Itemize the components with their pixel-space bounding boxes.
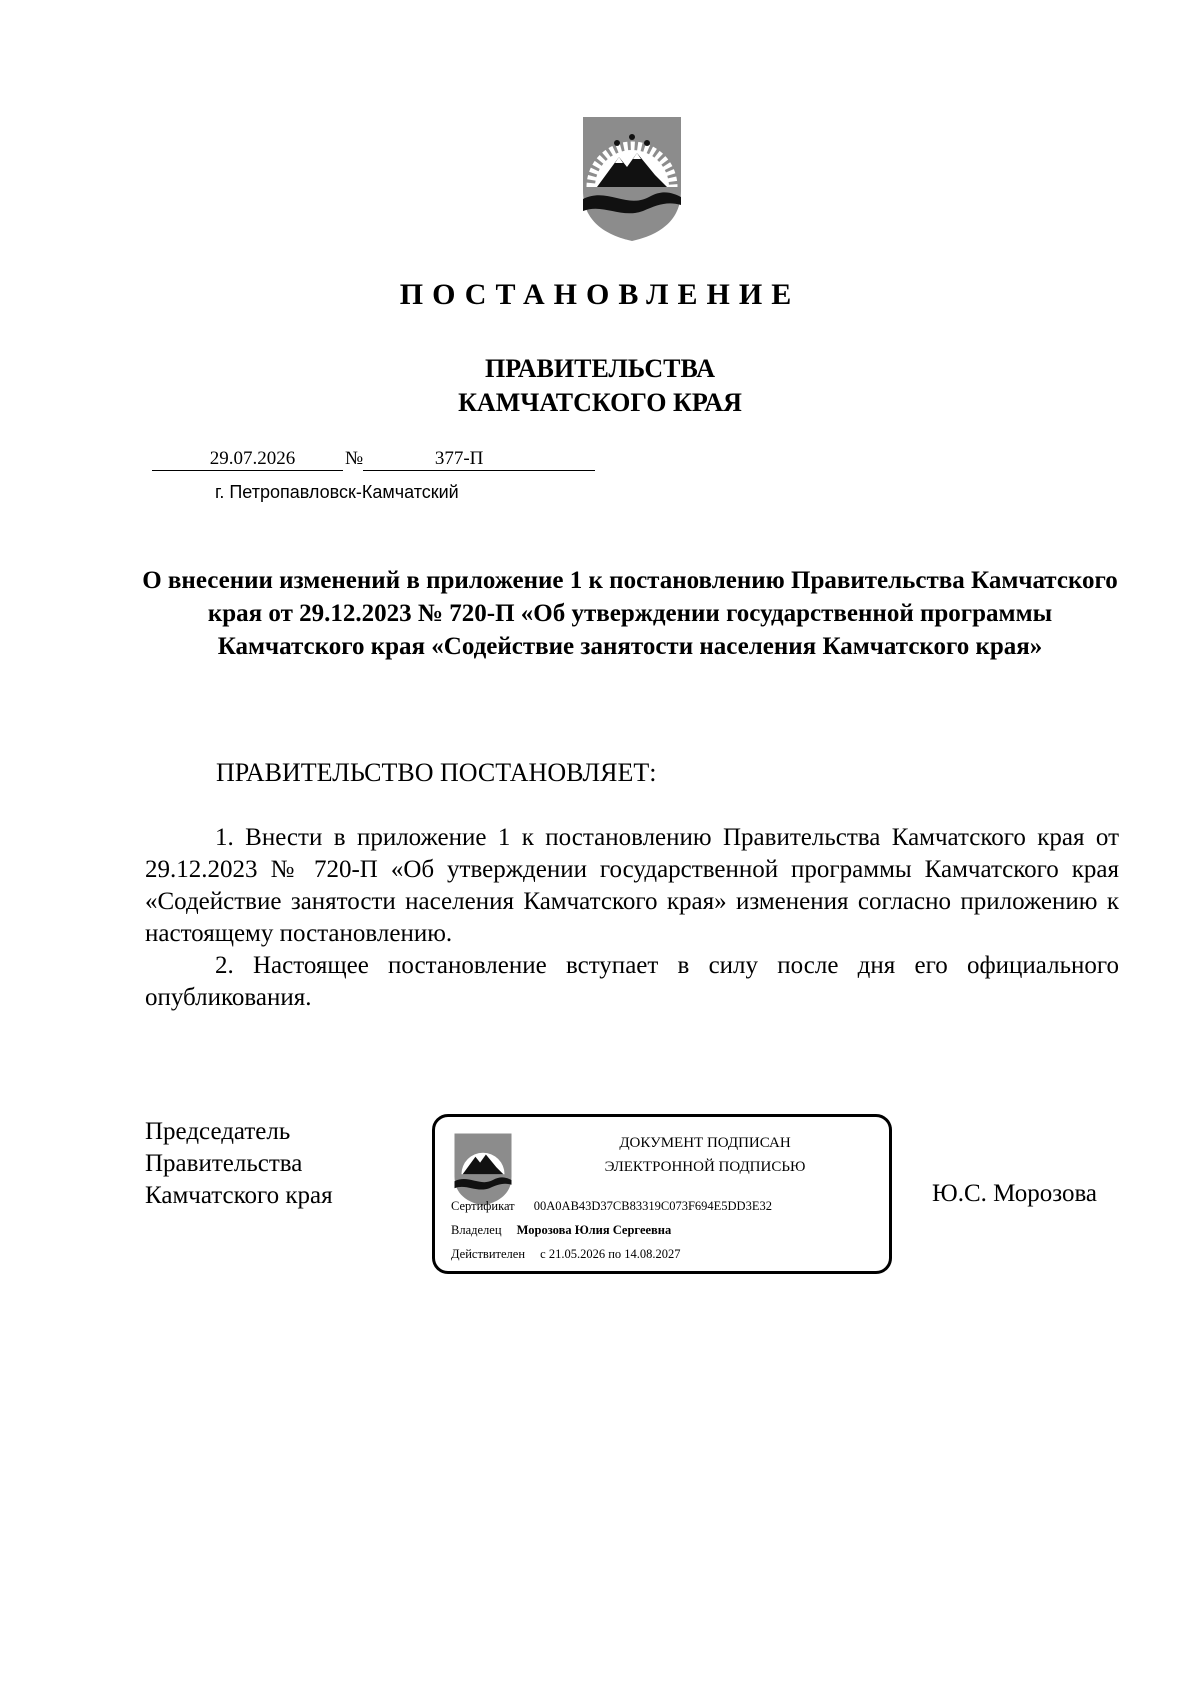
signer-name: Ю.С. Морозова (932, 1180, 1098, 1207)
stamp-heading (535, 1131, 875, 1179)
paragraph-2: 2. Настоящее постановление вступает в силу после дня его официального опубликования. (145, 952, 1119, 1011)
registration-line (152, 448, 595, 471)
validity-label: Действителен (451, 1247, 526, 1261)
validity-value: с 21.05.2026 по 14.08.2027 (540, 1247, 681, 1261)
issuer-line: КАМЧАТСКОГО КРАЯ (458, 388, 742, 417)
stamp-heading-line: ЭЛЕКТРОННОЙ ПОДПИСЬЮ (604, 1159, 806, 1175)
signer-position (145, 1116, 333, 1212)
owner-value: Морозова Юлия Сергеевна (516, 1223, 672, 1237)
resolves-heading: ПРАВИТЕЛЬСТВО ПОСТАНОВЛЯЕТ: (216, 758, 657, 787)
document-subject: О внесении изменений в приложение 1 к постановлению Правительства Камчатского края от 29.12.2023 № 720-П «Об утверждении государственной программы Камчатского края «Содействие занятости населения Камчатского края» (142, 567, 1118, 660)
document-date: 29.07.2026 (152, 448, 343, 471)
certificate-value: 00A0AB43D37CB83319C073F694E5DD3E32 (533, 1199, 772, 1213)
document-type-title: ПОСТАНОВЛЕНИЕ (399, 278, 801, 311)
paragraph-1: 1. Внести в приложение 1 к постановлению Правительства Камчатского края от 29.12.2023 № 720-П «Об утверждении государственной программы Камчатского края «Содействие занятости населения Камчатского края» изменения согласно приложению к настоящему постановлению. (145, 824, 1119, 947)
certificate-row (451, 1199, 772, 1214)
validity-row (451, 1247, 681, 1262)
electronic-signature-stamp (432, 1114, 892, 1274)
kamchatka-coat-of-arms-icon (577, 113, 687, 243)
issuer-block (0, 352, 1200, 420)
owner-label: Владелец (451, 1223, 502, 1237)
stamp-coat-of-arms-icon (451, 1131, 515, 1207)
signer-position-line: Правительства (145, 1150, 303, 1177)
stamp-heading-line: ДОКУМЕНТ ПОДПИСАН (619, 1135, 791, 1151)
document-number: 377-П (363, 448, 595, 471)
certificate-label: Сертификат (451, 1199, 515, 1213)
issuer-line: ПРАВИТЕЛЬСТВА (485, 354, 715, 383)
city-line: г. Петропавловск-Камчатский (215, 482, 459, 502)
number-sign: № (345, 448, 364, 469)
signer-position-line: Председатель (145, 1118, 291, 1145)
signer-position-line: Камчатского края (145, 1182, 333, 1209)
owner-row (451, 1223, 671, 1238)
